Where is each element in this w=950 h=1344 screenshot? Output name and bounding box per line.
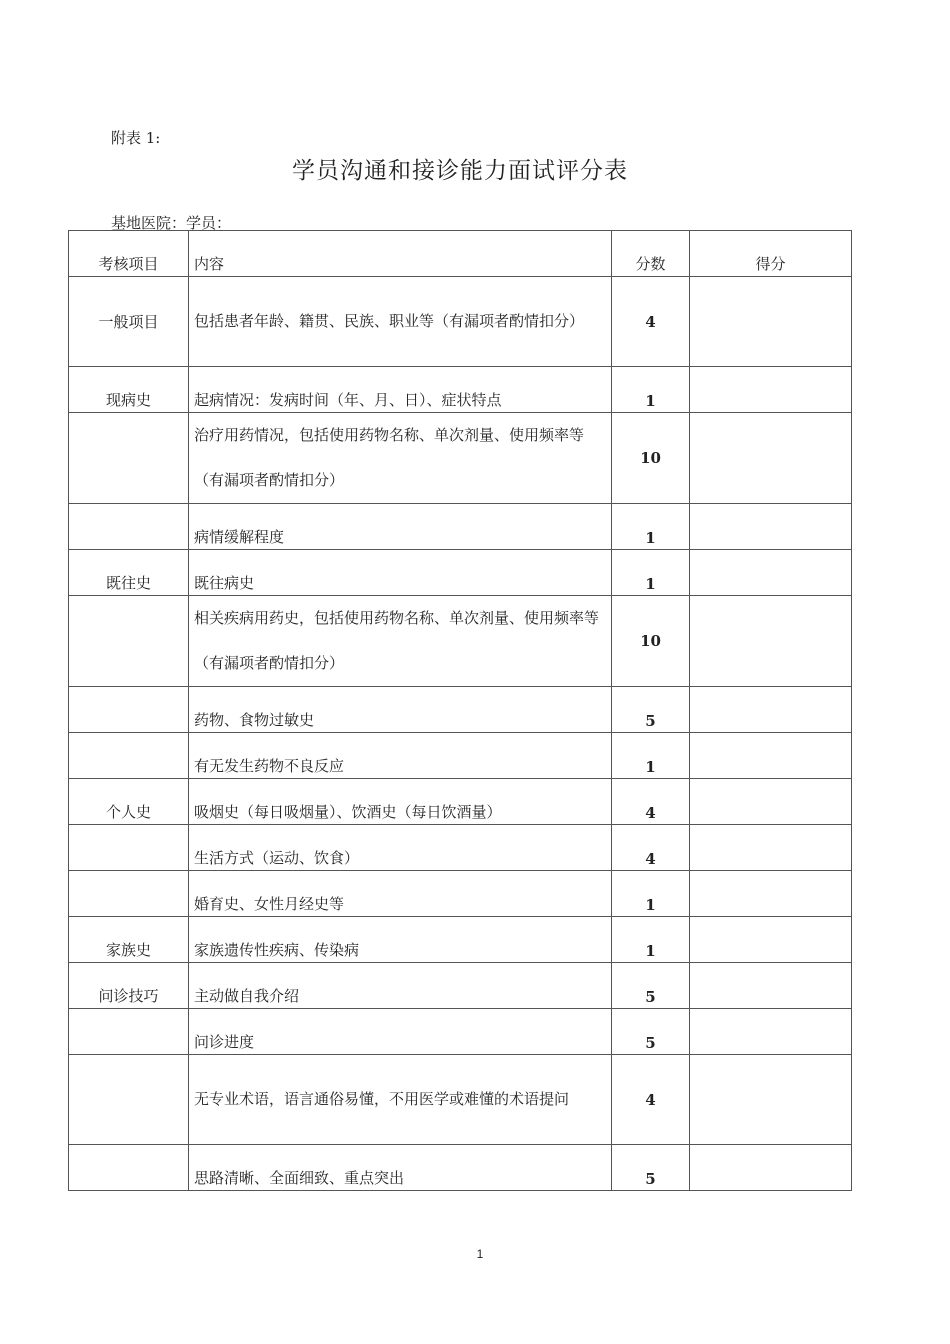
header-got: 得分 (690, 231, 852, 277)
row-item (69, 1055, 189, 1145)
table-header-row (69, 231, 852, 277)
row-score: 4 (612, 277, 690, 367)
row-item (69, 825, 189, 871)
row-score: 1 (612, 367, 690, 413)
row-score: 4 (612, 825, 690, 871)
row-got (690, 917, 852, 963)
scoring-table (68, 230, 852, 1191)
row-item (69, 687, 189, 733)
row-score: 4 (612, 1055, 690, 1145)
page-title: 学员沟通和接诊能力面试评分表 (292, 158, 628, 184)
row-item: 既往史 (69, 550, 189, 596)
row-score: 1 (612, 550, 690, 596)
table-row (69, 825, 852, 871)
row-content: 生活方式（运动、饮食） (189, 825, 612, 871)
row-got (690, 871, 852, 917)
row-content: 病情缓解程度 (189, 504, 612, 550)
table-row (69, 779, 852, 825)
row-got (690, 504, 852, 550)
row-item: 一般项目 (69, 277, 189, 367)
table-row (69, 1055, 852, 1145)
header-item: 考核项目 (69, 231, 189, 277)
row-item (69, 1009, 189, 1055)
row-content: 起病情况：发病时间（年、月、日）、症状特点 (189, 367, 612, 413)
hospital-student-line: 基地医院：学员： (111, 214, 232, 232)
row-got (690, 963, 852, 1009)
row-score: 1 (612, 917, 690, 963)
row-got (690, 779, 852, 825)
row-score: 1 (612, 733, 690, 779)
table-row (69, 687, 852, 733)
row-item: 现病史 (69, 367, 189, 413)
row-got (690, 596, 852, 687)
table-row (69, 596, 852, 687)
row-content: 包括患者年龄、籍贯、民族、职业等（有漏项者酌情扣分） (189, 277, 612, 367)
row-item (69, 733, 189, 779)
row-got (690, 733, 852, 779)
row-item (69, 413, 189, 504)
row-content: 问诊进度 (189, 1009, 612, 1055)
table-row (69, 733, 852, 779)
table-row (69, 1009, 852, 1055)
row-got (690, 413, 852, 504)
row-score: 1 (612, 871, 690, 917)
appendix-label: 附表 1: (111, 129, 161, 147)
table-row (69, 1145, 852, 1191)
row-content: 思路清晰、全面细致、重点突出 (189, 1145, 612, 1191)
row-content: 治疗用药情况，包括使用药物名称、单次剂量、使用频率等（有漏项者酌情扣分） (189, 413, 612, 504)
table-row (69, 413, 852, 504)
page-number: 1 (476, 1247, 484, 1261)
row-item (69, 871, 189, 917)
table-row (69, 963, 852, 1009)
row-got (690, 1009, 852, 1055)
row-got (690, 825, 852, 871)
row-got (690, 367, 852, 413)
row-score: 10 (612, 413, 690, 504)
row-content: 吸烟史（每日吸烟量）、饮酒史（每日饮酒量） (189, 779, 612, 825)
row-score: 5 (612, 1145, 690, 1191)
header-score: 分数 (612, 231, 690, 277)
row-got (690, 1055, 852, 1145)
table-row (69, 550, 852, 596)
row-content: 相关疾病用药史，包括使用药物名称、单次剂量、使用频率等（有漏项者酌情扣分） (189, 596, 612, 687)
row-score: 5 (612, 687, 690, 733)
row-content: 主动做自我介绍 (189, 963, 612, 1009)
table-row (69, 277, 852, 367)
row-item: 家族史 (69, 917, 189, 963)
row-item: 问诊技巧 (69, 963, 189, 1009)
row-content: 家族遗传性疾病、传染病 (189, 917, 612, 963)
table-row (69, 871, 852, 917)
row-content: 婚育史、女性月经史等 (189, 871, 612, 917)
row-got (690, 277, 852, 367)
row-content: 药物、食物过敏史 (189, 687, 612, 733)
row-got (690, 550, 852, 596)
table-row (69, 917, 852, 963)
table-row (69, 504, 852, 550)
row-item (69, 596, 189, 687)
row-content: 无专业术语，语言通俗易懂，不用医学或难懂的术语提问 (189, 1055, 612, 1145)
row-score: 4 (612, 779, 690, 825)
table-row (69, 367, 852, 413)
row-content: 有无发生药物不良反应 (189, 733, 612, 779)
row-score: 10 (612, 596, 690, 687)
row-content: 既往病史 (189, 550, 612, 596)
row-item: 个人史 (69, 779, 189, 825)
row-score: 5 (612, 1009, 690, 1055)
row-item (69, 504, 189, 550)
header-content: 内容 (189, 231, 612, 277)
row-score: 5 (612, 963, 690, 1009)
row-item (69, 1145, 189, 1191)
row-got (690, 687, 852, 733)
row-got (690, 1145, 852, 1191)
row-score: 1 (612, 504, 690, 550)
